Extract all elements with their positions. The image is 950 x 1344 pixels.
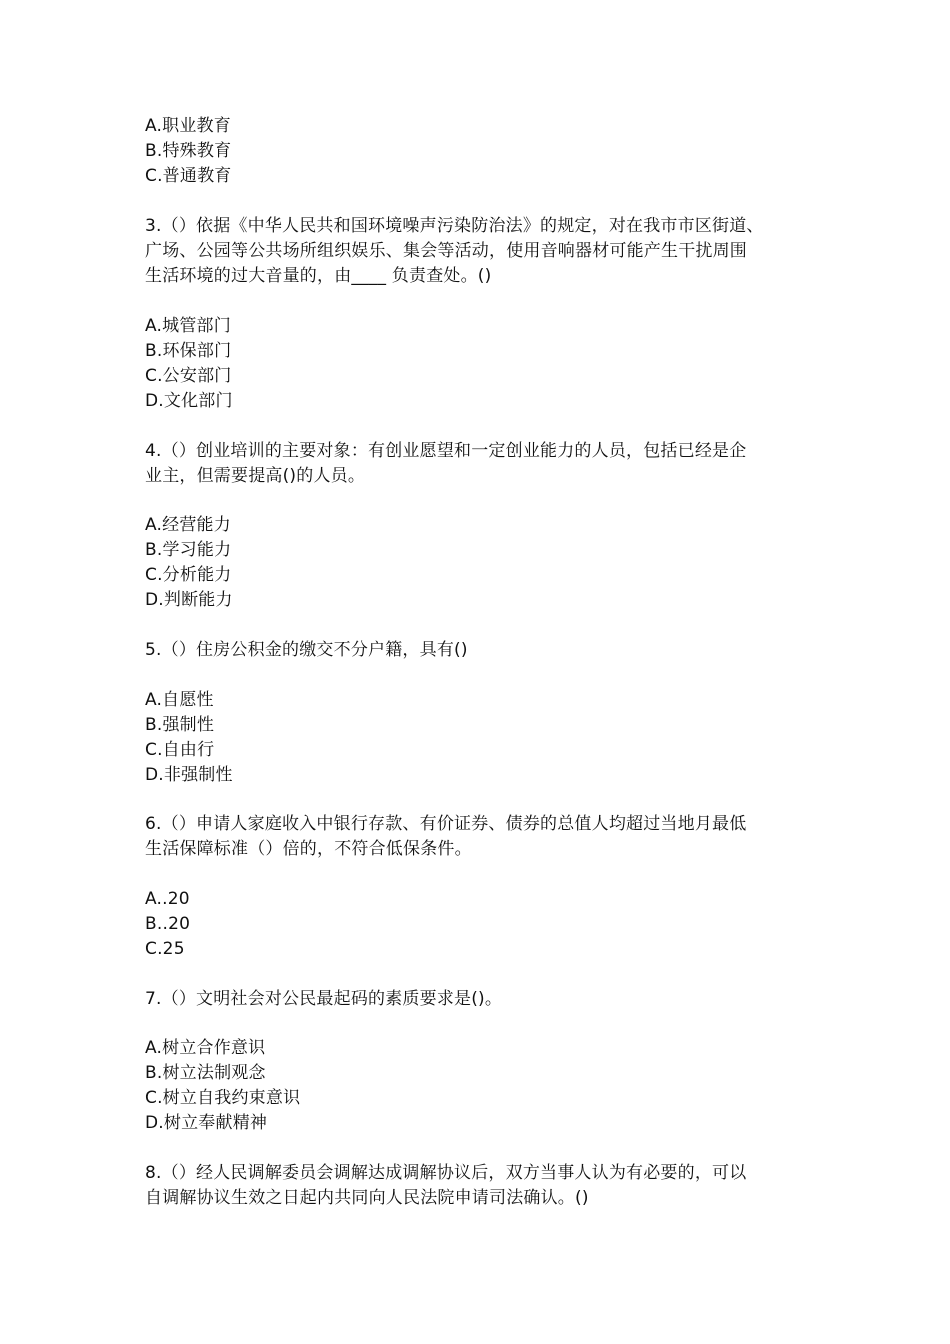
question-3-option-b: B.环保部门 (145, 341, 232, 361)
question-8-text-line-2: 自调解协议生效之日起内共同向人民法院申请司法确认。() (145, 1188, 589, 1208)
question-4-option-d: D.判断能力 (145, 590, 233, 610)
option-line: A.职业教育 (145, 116, 231, 136)
question-7-option-a: A.树立合作意识 (145, 1038, 266, 1058)
question-3-text-line-1: 3.（）依据《中华人民共和国环境噪声污染防治法》的规定，对在我市市区街道、 (145, 216, 764, 236)
question-3-text-line-2: 广场、公园等公共场所组织娱乐、集会等活动，使用音响器材可能产生干扰周围 (145, 241, 747, 261)
question-6-text-line-1: 6.（）申请人家庭收入中银行存款、有价证券、债券的总值人均超过当地月最低 (145, 814, 747, 834)
question-5-option-c: C.自由行 (145, 740, 215, 760)
question-6-option-b: B..20 (145, 914, 191, 934)
question-7-option-b: B.树立法制观念 (145, 1063, 266, 1083)
question-6-option-a: A..20 (145, 889, 190, 909)
question-5-option-a: A.自愿性 (145, 690, 214, 710)
question-3-option-a: A.城管部门 (145, 316, 231, 336)
option-line: C.普通教育 (145, 166, 232, 186)
question-6-option-c: C.25 (145, 939, 185, 959)
question-5-text-line-1: 5.（）住房公积金的缴交不分户籍，具有() (145, 640, 468, 660)
question-3-option-d: D.文化部门 (145, 391, 233, 411)
question-4-option-a: A.经营能力 (145, 515, 231, 535)
option-line: B.特殊教育 (145, 141, 232, 161)
question-4-text-line-1: 4.（）创业培训的主要对象：有创业愿望和一定创业能力的人员，包括已经是企 (145, 441, 747, 461)
question-4-text-line-2: 业主，但需要提高()的人员。 (145, 466, 366, 486)
question-8-text-line-1: 8.（）经人民调解委员会调解达成调解协议后，双方当事人认为有必要的，可以 (145, 1163, 747, 1183)
question-5-option-d: D.非强制性 (145, 765, 233, 785)
question-4-option-b: B.学习能力 (145, 540, 232, 560)
question-7-option-c: C.树立自我约束意识 (145, 1088, 301, 1108)
question-7-option-d: D.树立奉献精神 (145, 1113, 268, 1133)
question-7-text-line-1: 7.（）文明社会对公民最起码的素质要求是()。 (145, 989, 503, 1009)
question-5-option-b: B.强制性 (145, 715, 215, 735)
question-3-text-line-3: 生活环境的过大音量的，由____ 负责查处。() (145, 266, 492, 286)
question-4-option-c: C.分析能力 (145, 565, 232, 585)
question-6-text-line-2: 生活保障标准（）倍的，不符合低保条件。 (145, 839, 472, 859)
question-3-option-c: C.公安部门 (145, 366, 232, 386)
